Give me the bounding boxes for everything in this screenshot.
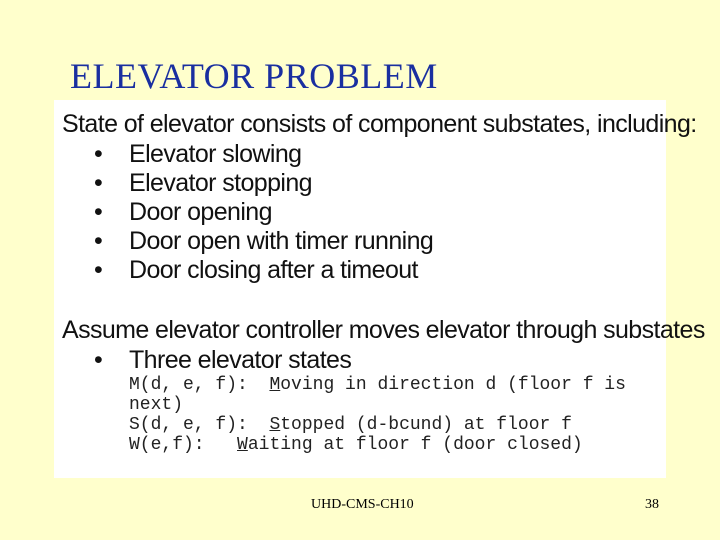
state-initial: M (269, 375, 281, 395)
state-description: aiting at floor f (door closed) (247, 435, 583, 455)
bullet-icon: • (94, 346, 103, 374)
bullet-icon: • (94, 256, 103, 284)
bullet-icon: • (94, 227, 103, 255)
bullet-text: Elevator stopping (129, 169, 312, 197)
bullet-icon: • (94, 198, 103, 226)
state-signature: S(d, e, f): (129, 415, 270, 435)
state-description: oving in direction d (floor f is (280, 375, 626, 395)
slide-title: ELEVATOR PROBLEM (70, 56, 438, 96)
bullet-icon: • (94, 140, 103, 168)
state-line-waiting (129, 435, 583, 455)
state-description: next) (129, 395, 184, 415)
bullet-text: Door opening (129, 198, 272, 226)
bullet-icon: • (94, 169, 103, 197)
section1-heading: State of elevator consists of component substates, including: (62, 110, 697, 138)
bullet-text: Elevator slowing (129, 140, 302, 168)
state-initial: S (269, 415, 281, 435)
bullet-text: Door open with timer running (129, 227, 434, 255)
state-line-moving (129, 375, 626, 395)
state-signature: W(e,f): (129, 435, 238, 455)
footer-center-text: UHD-CMS-CH10 (311, 497, 414, 512)
state-initial: W (237, 435, 248, 455)
state-line-stopped (129, 415, 572, 435)
state-signature: M(d, e, f): (129, 375, 270, 395)
state-line-continuation (129, 395, 183, 415)
section2-heading: Assume elevator controller moves elevator through substates (62, 316, 705, 344)
bullet-text: Door closing after a timeout (129, 256, 418, 284)
content-panel (54, 100, 705, 478)
page-number: 38 (645, 497, 659, 512)
state-description: topped (d-bcund) at floor f (280, 415, 572, 435)
bullet-text: Three elevator states (129, 346, 352, 374)
